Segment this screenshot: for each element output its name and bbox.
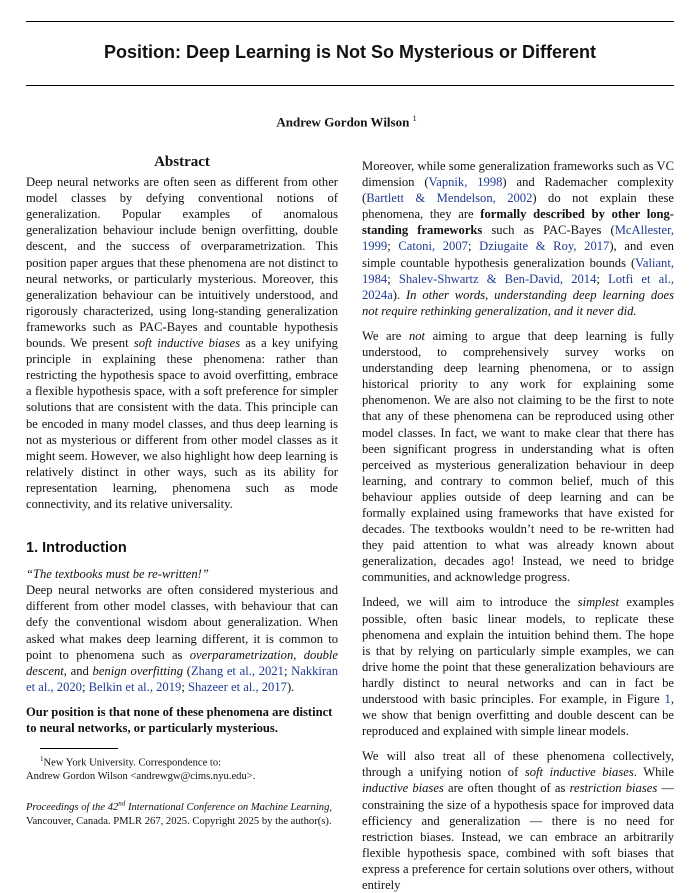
epigraph-quote: “The textbooks must be re-written!” <box>26 567 209 582</box>
abstract-heading: Abstract <box>154 154 210 170</box>
citation-link[interactable]: Shazeer et al., 2017 <box>187 679 287 694</box>
intro-paragraph-4: Indeed, we will aim to introduce the simplest examples possible, often basic linear models, to replicate these phenomena and explain the intuition behind them. The hope is that by relying on particularly simple examples, we can drive home the point that these generalization behaviours are hardly distinct to neural networks and can in fact be understood with basic principles. For example, in Figure 1, we show that benign overfitting and double descent can be reproduced and explained with simple linear models. <box>362 595 674 739</box>
footnote: $^1$New York University. Correspondence to: Andrew Gordon Wilson <andrewgw@cims.nyu.edu>. <box>26 755 256 783</box>
intro-paragraph-5: We will also treat all of these phenomena collectively, through a unifying notion of soft inductive biases. While inductive biases are often thought of as restriction biases — constraining the size of a hypothesis space for improved data efficiency and generalization — there is no need for restriction biases. Instead, we can embrace an arbitrarily flexible hypothesis space, combined with soft biases that express a preference for certain solutions over others, without entirely <box>362 749 674 893</box>
citation-link[interactable]: Vapnik, 1998 <box>428 175 503 190</box>
position-statement: Our position is that none of these phenomena are distinct to neural networks, or particularly mysterious. <box>26 704 333 735</box>
abstract-text: Deep neural networks are often seen as different from other model classes by defying conventional notions of generalization. Popular examples of anomalous generalization behaviour include benign overfitting, double descent, and the success of overparametrization. This position paper argues that these phenomena are not distinct to neural networks, or particularly mysterious. Moreover, this generalization behaviour can be intuitively understood, and rigorously characterized, using long-standing generalization frameworks such as PAC-Bayes and countable hypothesis bounds. We present soft inductive biases as a key unifying principle in explaining these phenomena: rather than restricting the hypothesis space to avoid overfitting, embrace a flexible hypothesis space, with a soft preference for simpler solutions that are consistent with the data. This principle can be encoded in many model classes, and thus deep learning is not as mysterious or different from other model classes as it might seem. However, we also highlight how deep learning is relatively distinct in other ways, such as its ability for representation learning, phenomena such as mode connectivity, and its relative universality. <box>26 175 338 511</box>
citation-link[interactable]: Dziugaite & Roy, 2017 <box>479 239 610 254</box>
footnote-divider <box>40 748 118 749</box>
citation-link[interactable]: Belkin et al., 2019 <box>88 679 182 694</box>
intro-paragraph-1: Deep neural networks are often considered mysterious and different from other model classes, with behaviour that can defy the conventional wisdom about generalization. When asked what makes deep learning different, it is common to point to phenomena such as overparametrization, double descent, and benign overfitting (Zhang et al., 2021; Nakkiran et al., 2020; Belkin et al., 2019; Shazeer et al., 2017). <box>26 583 339 694</box>
citation-link[interactable]: Zhang et al., 2021 <box>190 663 284 678</box>
citation-link[interactable]: Catoni, 2007 <box>398 239 468 254</box>
author-line <box>0 114 693 130</box>
title-bottom-rule <box>26 85 674 86</box>
section-heading-introduction: 1. Introduction <box>26 540 127 557</box>
citation-link[interactable]: Shalev-Shwartz & Ben-David, 2014 <box>398 271 597 286</box>
author-affiliation-mark: 1 <box>412 114 417 123</box>
citation-link[interactable]: McAllester, 1999 <box>362 223 674 254</box>
proceedings-note: Proceedings of the 42nd International Conference on Machine Learning, Vancouver, Canada. PMLR 267, 2025. Copyright 2025 by the author(s). <box>26 799 333 827</box>
author-name: Andrew Gordon Wilson <box>276 114 410 130</box>
paper-title: Position: Deep Learning is Not So Mysterious or Different <box>103 42 597 62</box>
intro-paragraph-3: We are not aiming to argue that deep learning is fully understood, to comprehensively survey works on understanding deep learning phenomena, or to assign historical priority to any work for explaining some phenomenon. We are also not claiming to be the first to note that any of these phenomena can be reproduced using other model classes. In fact, we want to make clear that there has been significant progress in understanding what is often perceived as mysterious generalization behaviour in deep learning, and contrary to common belief, much of this behaviour applies outside of deep learning and can be formally explained using frameworks that have existed for decades. The textbooks wouldn’t need to be re-written had they paid attention to what was already known about generalization, decades ago! Instead, we need to bridge communities, and acknowledge progress. <box>362 328 674 585</box>
left-column <box>26 154 338 828</box>
citation-link[interactable]: Nakkiran et al., 2020 <box>26 663 339 694</box>
figure-reference-link[interactable]: 1 <box>664 692 671 706</box>
citation-link[interactable]: Bartlett & Mendelson, 2002 <box>366 191 533 206</box>
citation-link[interactable]: Valiant, 1984 <box>362 255 674 286</box>
right-column <box>362 159 674 893</box>
intro-paragraph-2: Moreover, while some generalization frameworks such as VC dimension (Vapnik, 1998) and Rademacher complexity (Bartlett & Mendelson, 2002) do not explain these phenomena, they are formally described by other long-standing frameworks such as PAC-Bayes (McAllester, 1999; Catoni, 2007; Dziugaite & Roy, 2017), and even simple countable hypothesis generalization bounds (Valiant, 1984; Shalev-Shwartz & Ben-David, 2014; Lotfi et al., 2024a). In other words, understanding deep learning does not require rethinking generalization, and it never did. <box>362 159 675 318</box>
citation-link[interactable]: Lotfi et al., 2024a <box>362 271 675 302</box>
top-rule <box>26 21 674 22</box>
